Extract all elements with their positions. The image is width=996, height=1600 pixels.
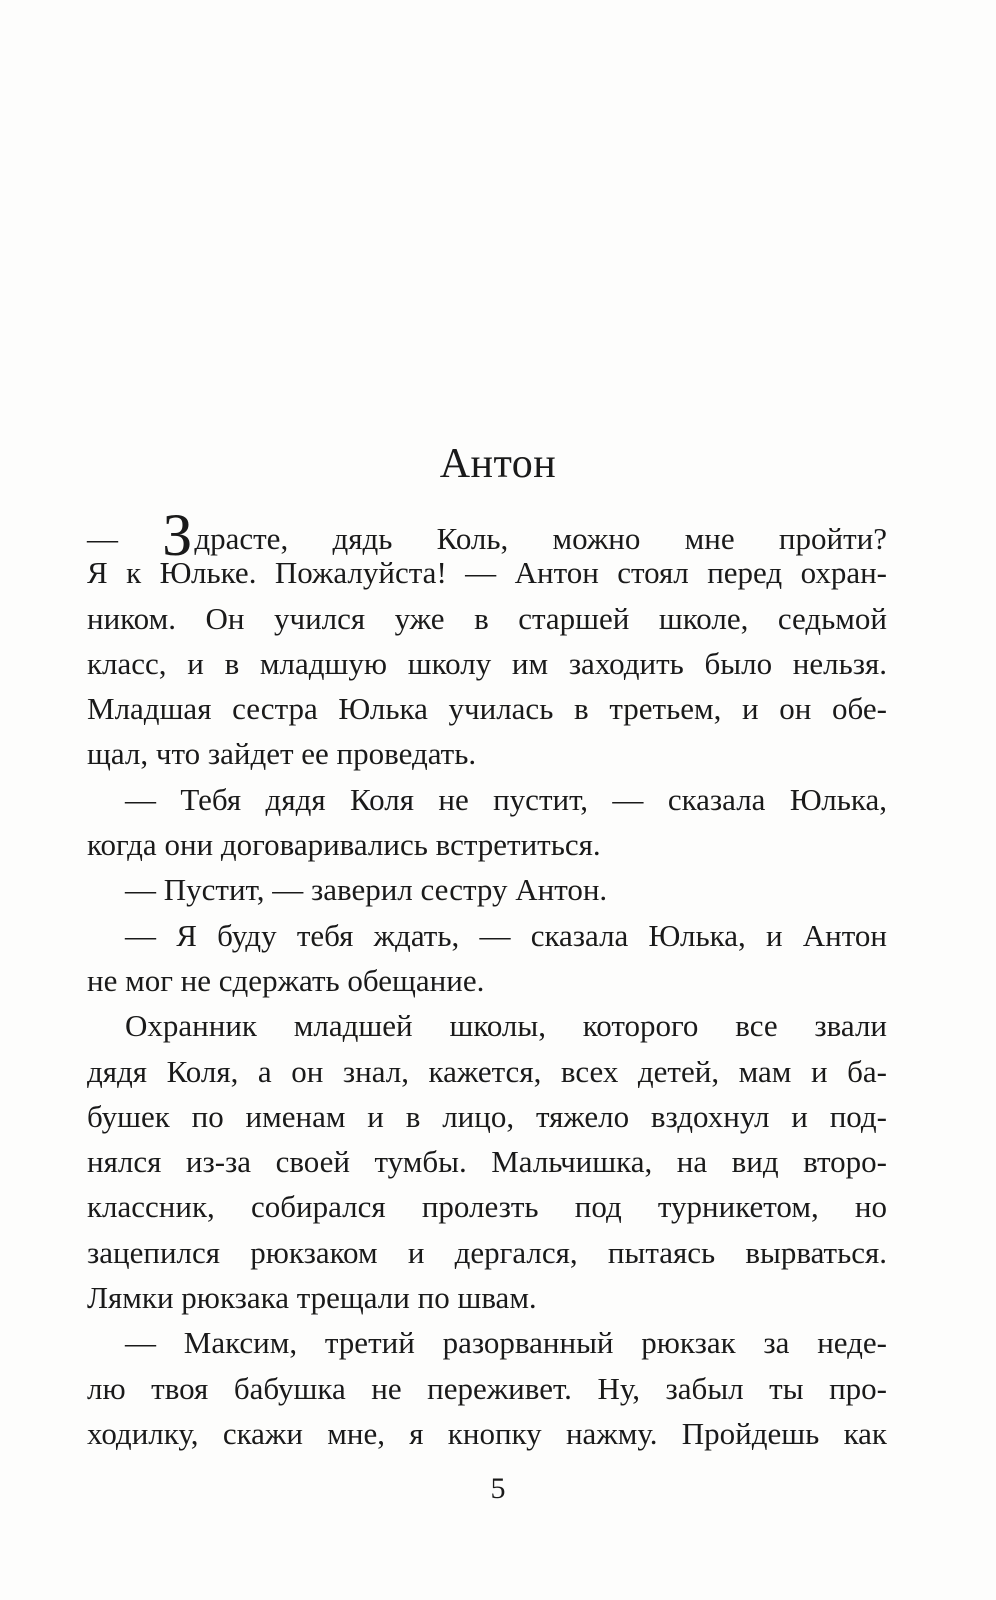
text-line: — Я буду тебя ждать, — сказала Юлька, и Антон [125, 917, 887, 953]
drop-cap: З [162, 502, 193, 568]
text-line: щал, что зайдет ее проведать. [87, 736, 477, 772]
text-line-1 [87, 502, 887, 568]
text-line: лю твоя бабушка не переживет. Ну, забыл ты про- [87, 1370, 887, 1406]
text-line: — Пустит, — заверил сестру Антон. [125, 872, 608, 908]
text-line: Я к Юльке. Пожалуйста! — Антон стоял перед охран- [87, 555, 887, 591]
em-dash: — [87, 521, 163, 556]
text-line: Лямки рюкзака трещали по швам. [87, 1280, 537, 1316]
text-line: классник, собирался пролезть под турникетом, но [87, 1189, 887, 1225]
text-line: дядя Коля, а он знал, кажется, всех детей, мам и ба- [87, 1053, 887, 1089]
text-line: Младшая сестра Юлька училась в третьем, и он обе- [87, 691, 887, 727]
text-line: не мог не сдержать обещание. [87, 962, 485, 998]
body-text [87, 502, 887, 1456]
text-line: Охранник младшей школы, которого все звали [125, 1008, 887, 1044]
text-line: — Тебя дядя Коля не пустит, — сказала Юлька, [125, 781, 887, 817]
text-line: — Максим, третий разорванный рюкзак за неде- [125, 1325, 887, 1361]
text-line: класс, и в младшую школу им заходить было нельзя. [87, 645, 887, 681]
page-number: 5 [490, 1472, 506, 1505]
chapter-title: Антон [439, 441, 557, 487]
text-line: ходилку, скажи мне, я кнопку нажму. Пройдешь как [87, 1415, 887, 1451]
text-line: когда они договаривались встретиться. [87, 827, 601, 863]
text-line: бушек по именам и в лицо, тяжело вздохнул и под- [87, 1098, 887, 1134]
text-line: зацепился рюкзаком и дергался, пытаясь вырваться. [87, 1234, 887, 1270]
text-line: нялся из-за своей тумбы. Мальчишка, на вид второ- [87, 1144, 887, 1180]
text-line: ником. Он учился уже в старшей школе, седьмой [87, 600, 887, 636]
text-line-1-rest: драсте, дядь Коль, можно мне пройти? [194, 521, 887, 556]
